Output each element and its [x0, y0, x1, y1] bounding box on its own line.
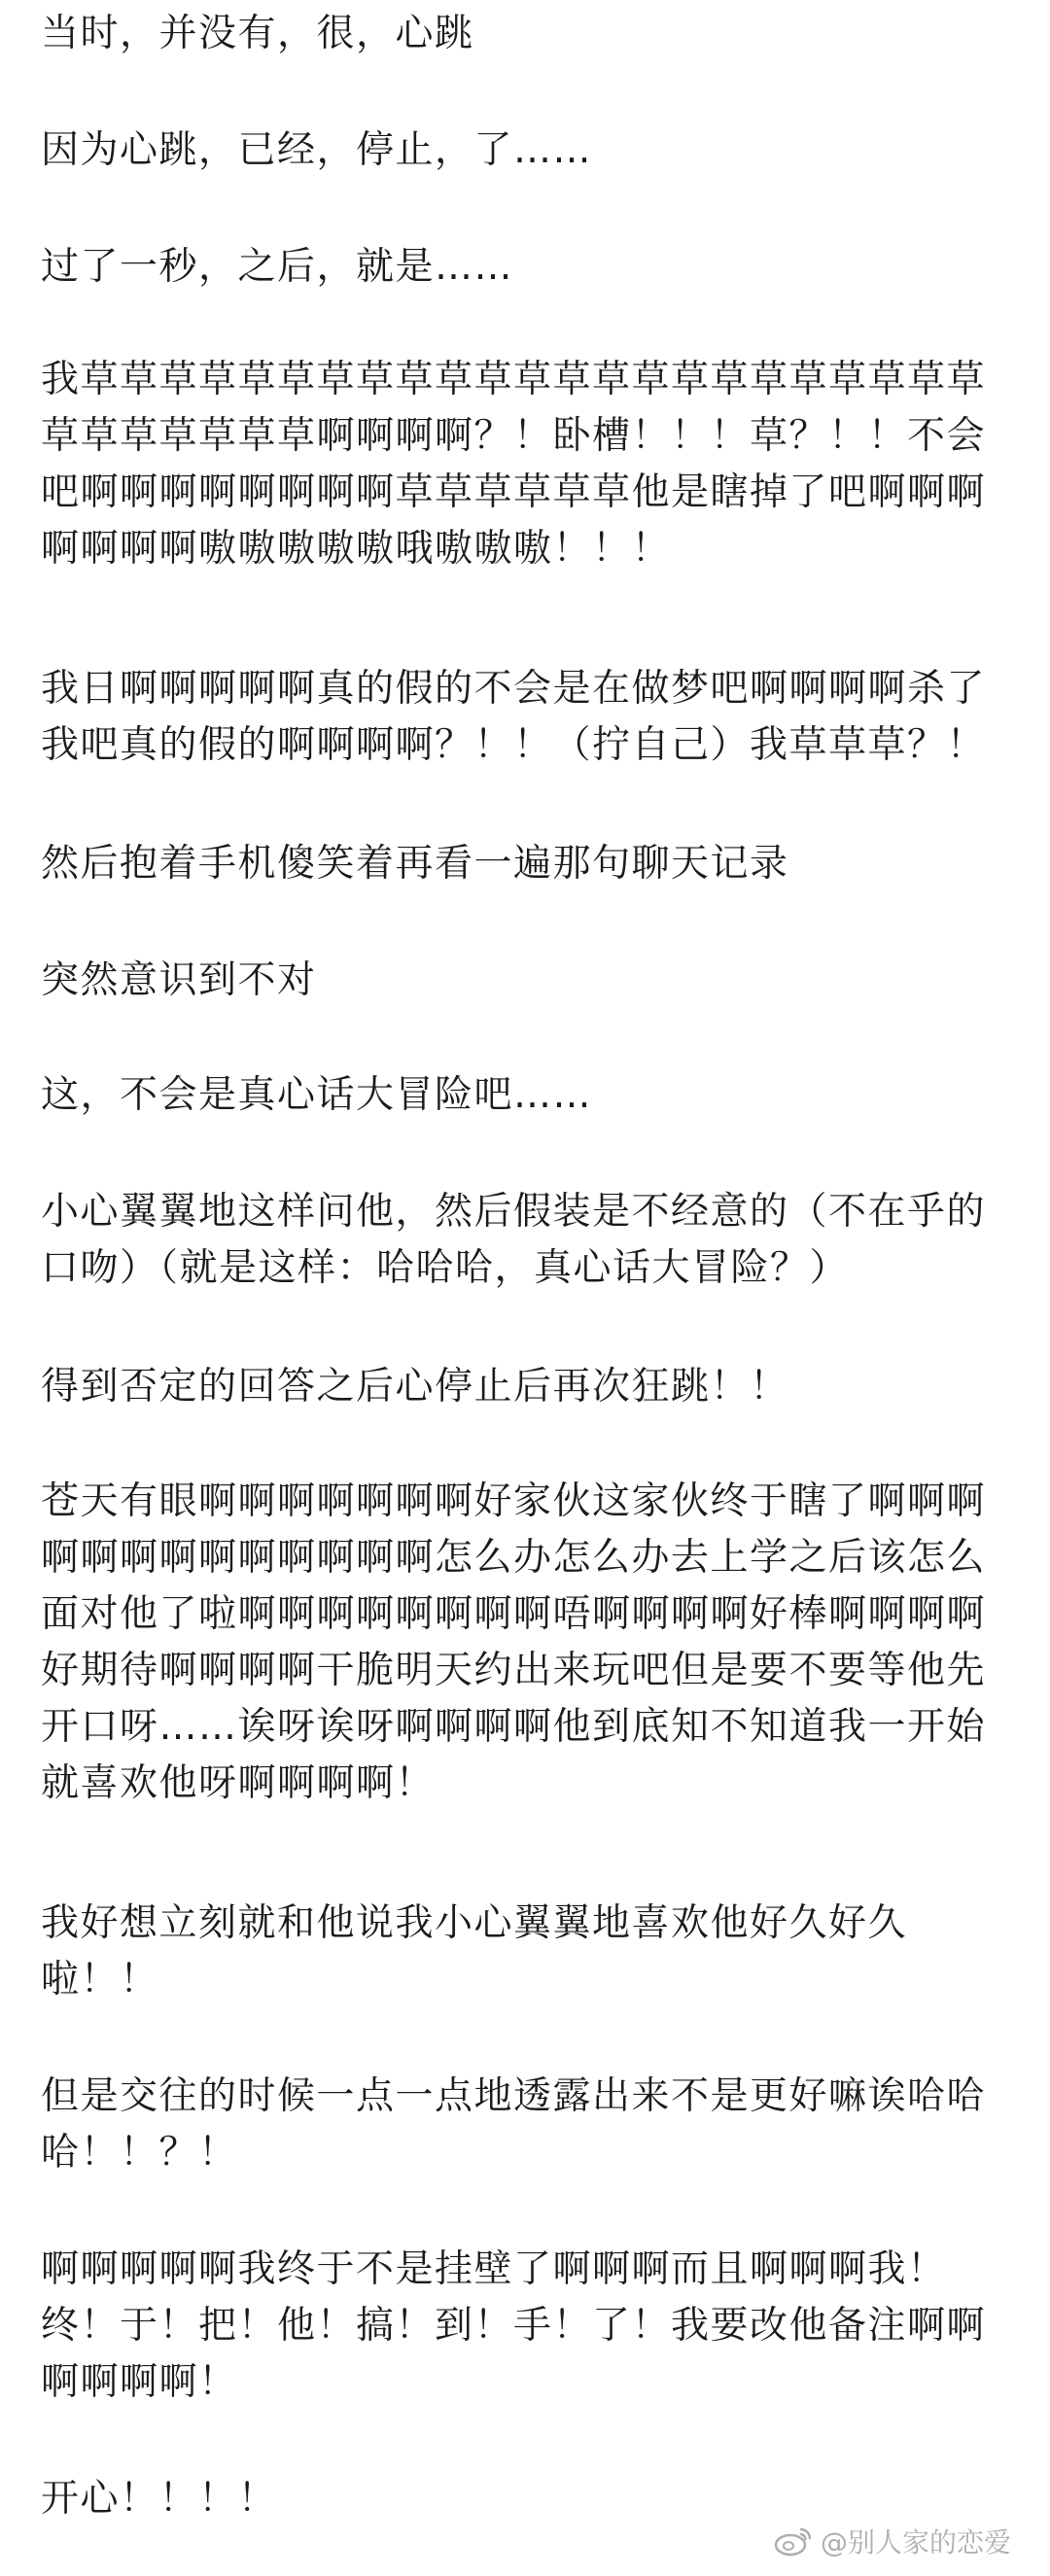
paragraph-14: 啊啊啊啊啊我终于不是挂壁了啊啊啊而且啊啊啊我！终！于！把！他！搞！到！手！了！我要改他备注啊啊啊啊啊啊！ [41, 2247, 987, 2404]
paragraph-12: 我好想立刻就和他说我小心翼翼地喜欢他好久好久啦！！ [41, 1901, 908, 2002]
paragraph-7: 突然意识到不对 [41, 958, 317, 1002]
paragraph-5: 我日啊啊啊啊啊真的假的不会是在做梦吧啊啊啊啊杀了我吧真的假的啊啊啊啊？！！（拧自己）我草草草？！ [41, 667, 987, 767]
weibo-watermark [774, 2522, 1011, 2560]
paragraph-3: 过了一秒，之后，就是…… [41, 245, 514, 289]
paragraph-2: 因为心跳，已经，停止，了…… [41, 128, 593, 172]
paragraph-8: 这，不会是真心话大冒险吧…… [41, 1073, 593, 1117]
watermark-text: @别人家的恋爱 [820, 2526, 1011, 2559]
paragraph-15: 开心！！！！ [41, 2477, 278, 2521]
paragraph-11: 苍天有眼啊啊啊啊啊啊啊好家伙这家伙终于瞎了啊啊啊啊啊啊啊啊啊啊啊啊啊怎么办怎么办去上学之后该怎么面对他了啦啊啊啊啊啊啊啊啊唔啊啊啊啊好棒啊啊啊啊好期待啊啊啊啊干脆明天约出来玩吧但是要不要等他先开口呀……诶呀诶呀啊啊啊啊他到底知不知道我一开始就喜欢他呀啊啊啊啊！ [41, 1479, 987, 1805]
weibo-icon [774, 2525, 813, 2557]
paragraph-10: 得到否定的回答之后心停止后再次狂跳！！ [41, 1365, 789, 1409]
paragraph-1: 当时，并没有，很，心跳 [41, 12, 474, 55]
paragraph-4: 我草草草草草草草草草草草草草草草草草草草草草草草草草草草草草草啊啊啊啊？！卧槽！！！草？！！不会吧啊啊啊啊啊啊啊啊草草草草草草他是瞎掉了吧啊啊啊啊啊啊啊嗷嗷嗷嗷嗷哦嗷嗷嗷！！！ [41, 358, 987, 571]
paragraph-9: 小心翼翼地这样问他，然后假装是不经意的（不在乎的口吻）（就是这样：哈哈哈，真心话大冒险？） [41, 1190, 987, 1290]
paragraph-13: 但是交往的时候一点一点地透露出来不是更好嘛诶哈哈哈！！？！ [41, 2074, 987, 2175]
paragraph-6: 然后抱着手机傻笑着再看一遍那句聊天记录 [41, 842, 789, 886]
